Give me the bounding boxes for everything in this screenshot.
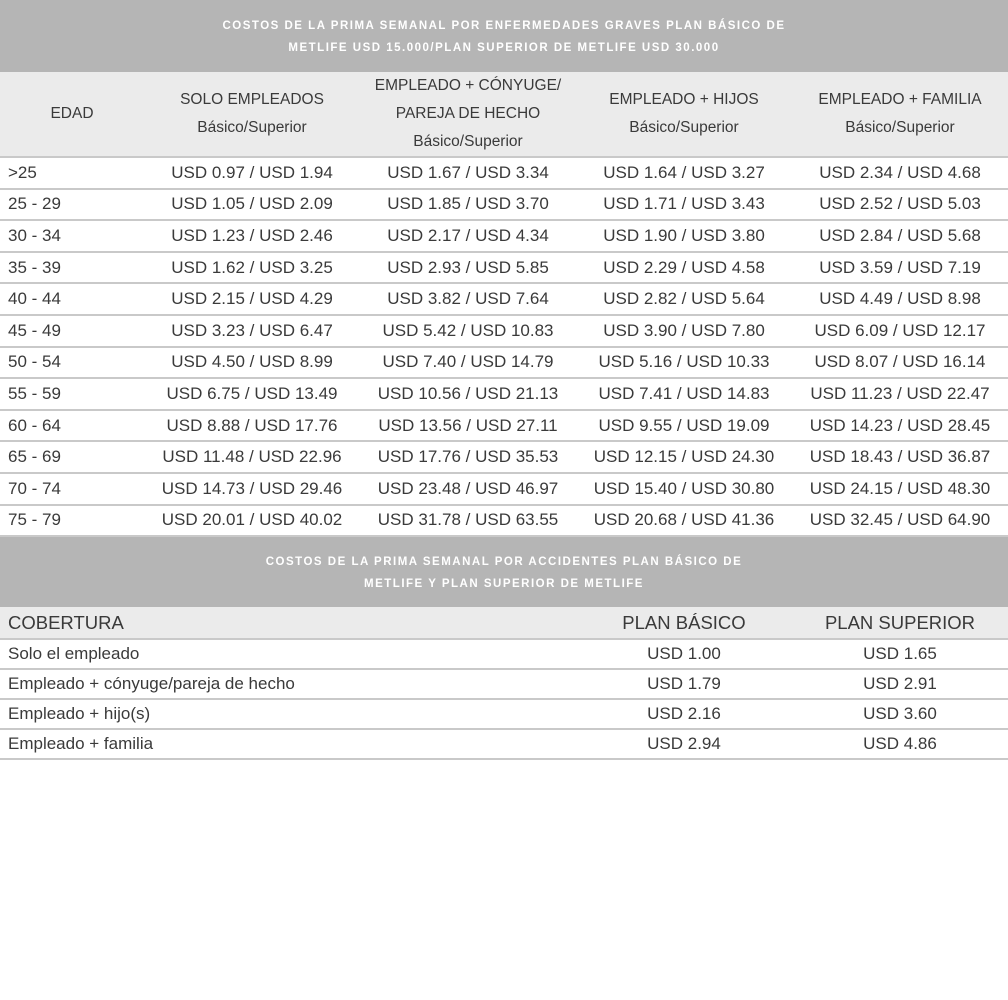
table-row [0, 252, 1008, 284]
premium-cell: USD 3.82 / USD 7.64 [387, 289, 549, 309]
age-range-cell: 50 - 54 [8, 352, 61, 372]
premium-cell: USD 2.15 / USD 4.29 [171, 289, 333, 309]
header-label: EMPLEADO + HIJOS [609, 91, 759, 108]
premium-cell: USD 20.01 / USD 40.02 [161, 510, 343, 530]
header-plan-basico: PLAN BÁSICO [622, 611, 746, 633]
premium-cell: USD 14.73 / USD 29.46 [161, 478, 343, 498]
header-sublabel: Básico/Superior [629, 119, 739, 136]
table-row [0, 220, 1008, 252]
coverage-cell: Solo el empleado [8, 644, 140, 664]
header-edad [0, 72, 144, 157]
header-sublabel: Básico/Superior [413, 133, 523, 150]
banner-title-line: METLIFE Y PLAN SUPERIOR DE METLIFE [364, 578, 644, 591]
header-empleado-conyuge [360, 72, 576, 157]
critical-illness-banner [0, 0, 1008, 72]
premium-cell: USD 2.52 / USD 5.03 [819, 194, 981, 214]
premium-cell: USD 13.56 / USD 27.11 [378, 415, 558, 435]
premium-cell: USD 20.68 / USD 41.36 [593, 510, 775, 530]
premium-cell: USD 5.42 / USD 10.83 [382, 320, 554, 340]
premium-cell: USD 10.56 / USD 21.13 [377, 383, 559, 403]
banner-title-line: METLIFE USD 15.000/PLAN SUPERIOR DE METLIFE USD 30.000 [288, 42, 720, 54]
coverage-cell: Empleado + familia [8, 734, 154, 754]
header-label: EDAD [50, 105, 94, 122]
premium-cell: USD 7.41 / USD 14.83 [598, 383, 770, 403]
premium-cell: USD 3.59 / USD 7.19 [819, 257, 981, 277]
header-label: PAREJA DE HECHO [395, 105, 541, 122]
critical-illness-table [0, 72, 1008, 537]
premium-cell: USD 31.78 / USD 63.55 [377, 510, 559, 530]
premium-cell: USD 1.00 [647, 644, 721, 664]
premium-cell: USD 7.40 / USD 14.79 [382, 352, 554, 372]
coverage-cell: Empleado + cónyuge/pareja de hecho [8, 674, 295, 694]
premium-cell: USD 11.23 / USD 22.47 [810, 383, 990, 403]
premium-cell: USD 2.34 / USD 4.68 [819, 162, 981, 182]
age-range-cell: 35 - 39 [8, 257, 61, 277]
age-range-cell: 70 - 74 [8, 478, 61, 498]
banner-title-line: COSTOS DE LA PRIMA SEMANAL POR ACCIDENTES PLAN BÁSICO DE [265, 556, 743, 569]
age-range-cell: 75 - 79 [8, 510, 61, 530]
premium-cell: USD 8.88 / USD 17.76 [166, 415, 338, 435]
premium-cell: USD 1.62 / USD 3.25 [171, 257, 333, 277]
premium-cell: USD 6.09 / USD 12.17 [814, 320, 986, 340]
premium-cell: USD 14.23 / USD 28.45 [809, 415, 991, 435]
table-row [0, 378, 1008, 410]
table-row [0, 669, 1008, 699]
premium-cell: USD 2.17 / USD 4.34 [387, 225, 549, 245]
banner-title-line: COSTOS DE LA PRIMA SEMANAL POR ENFERMEDADES GRAVES PLAN BÁSICO DE [222, 20, 786, 32]
premium-cell: USD 2.93 / USD 5.85 [387, 257, 549, 277]
premium-cell: USD 1.05 / USD 2.09 [171, 194, 333, 214]
table-row [0, 729, 1008, 759]
premium-cell: USD 4.86 [863, 734, 937, 754]
table-row [0, 157, 1008, 189]
header-plan-superior: PLAN SUPERIOR [824, 611, 976, 633]
header-empleado-familia [792, 72, 1008, 157]
age-range-cell: 40 - 44 [8, 289, 61, 309]
table-row [0, 189, 1008, 221]
premium-cell: USD 2.82 / USD 5.64 [603, 289, 765, 309]
premium-cell: USD 32.45 / USD 64.90 [809, 510, 991, 530]
table-header-row [0, 72, 1008, 157]
table-row [0, 505, 1008, 537]
table-row [0, 283, 1008, 315]
table-row [0, 441, 1008, 473]
premium-cell: USD 8.07 / USD 16.14 [814, 352, 986, 372]
header-solo-empleados [144, 72, 360, 157]
header-label: EMPLEADO + FAMILIA [818, 91, 982, 108]
table-row [0, 315, 1008, 347]
premium-cell: USD 0.97 / USD 1.94 [171, 162, 333, 182]
premium-cell: USD 1.23 / USD 2.46 [171, 225, 333, 245]
premium-cell: USD 9.55 / USD 19.09 [598, 415, 770, 435]
table-header-row [0, 607, 1008, 639]
premium-cell: USD 23.48 / USD 46.97 [377, 478, 559, 498]
age-range-cell: 55 - 59 [8, 383, 61, 403]
premium-cell: USD 6.75 / USD 13.49 [166, 383, 338, 403]
accident-table [0, 607, 1008, 760]
premium-cell: USD 2.29 / USD 4.58 [603, 257, 765, 277]
premium-cell: USD 2.91 [863, 674, 937, 694]
premium-cell: USD 5.16 / USD 10.33 [598, 352, 770, 372]
table-row [0, 347, 1008, 379]
table-row [0, 410, 1008, 442]
header-empleado-hijos [576, 72, 792, 157]
header-cobertura: COBERTURA [8, 611, 124, 633]
table-row [0, 473, 1008, 505]
premium-cell: USD 1.65 [863, 644, 937, 664]
premium-cell: USD 4.49 / USD 8.98 [819, 289, 981, 309]
header-sublabel: Básico/Superior [845, 119, 955, 136]
premium-cell: USD 12.15 / USD 24.30 [593, 447, 775, 467]
header-label: SOLO EMPLEADOS [180, 91, 324, 108]
premium-cell: USD 18.43 / USD 36.87 [809, 447, 991, 467]
premium-cell: USD 1.90 / USD 3.80 [603, 225, 765, 245]
premium-cell: USD 3.90 / USD 7.80 [603, 320, 765, 340]
premium-cell: USD 15.40 / USD 30.80 [593, 478, 775, 498]
header-label: EMPLEADO + CÓNYUGE/ [374, 77, 562, 94]
age-range-cell: 30 - 34 [8, 225, 61, 245]
table-row [0, 699, 1008, 729]
premium-cell: USD 2.16 [647, 704, 721, 724]
age-range-cell: 65 - 69 [8, 447, 61, 467]
premium-cell: USD 3.23 / USD 6.47 [171, 320, 333, 340]
premium-cell: USD 4.50 / USD 8.99 [171, 352, 333, 372]
header-sublabel: Básico/Superior [197, 119, 307, 136]
age-range-cell: 25 - 29 [8, 194, 61, 214]
age-range-cell: 60 - 64 [8, 415, 61, 435]
premium-cell: USD 2.94 [647, 734, 721, 754]
premium-cell: USD 2.84 / USD 5.68 [819, 225, 981, 245]
premium-cell: USD 11.48 / USD 22.96 [162, 447, 342, 467]
premium-cell: USD 1.79 [647, 674, 721, 694]
age-range-cell: 45 - 49 [8, 320, 61, 340]
premium-cell: USD 17.76 / USD 35.53 [377, 447, 559, 467]
table-row [0, 639, 1008, 669]
age-range-cell: >25 [8, 162, 37, 182]
premium-cell: USD 1.67 / USD 3.34 [387, 162, 549, 182]
premium-cell: USD 3.60 [863, 704, 937, 724]
premium-cell: USD 24.15 / USD 48.30 [809, 478, 991, 498]
premium-cell: USD 1.64 / USD 3.27 [603, 162, 765, 182]
premium-cell: USD 1.85 / USD 3.70 [387, 194, 549, 214]
premium-cell: USD 1.71 / USD 3.43 [603, 194, 765, 214]
accident-banner [0, 537, 1008, 607]
coverage-cell: Empleado + hijo(s) [8, 704, 151, 724]
